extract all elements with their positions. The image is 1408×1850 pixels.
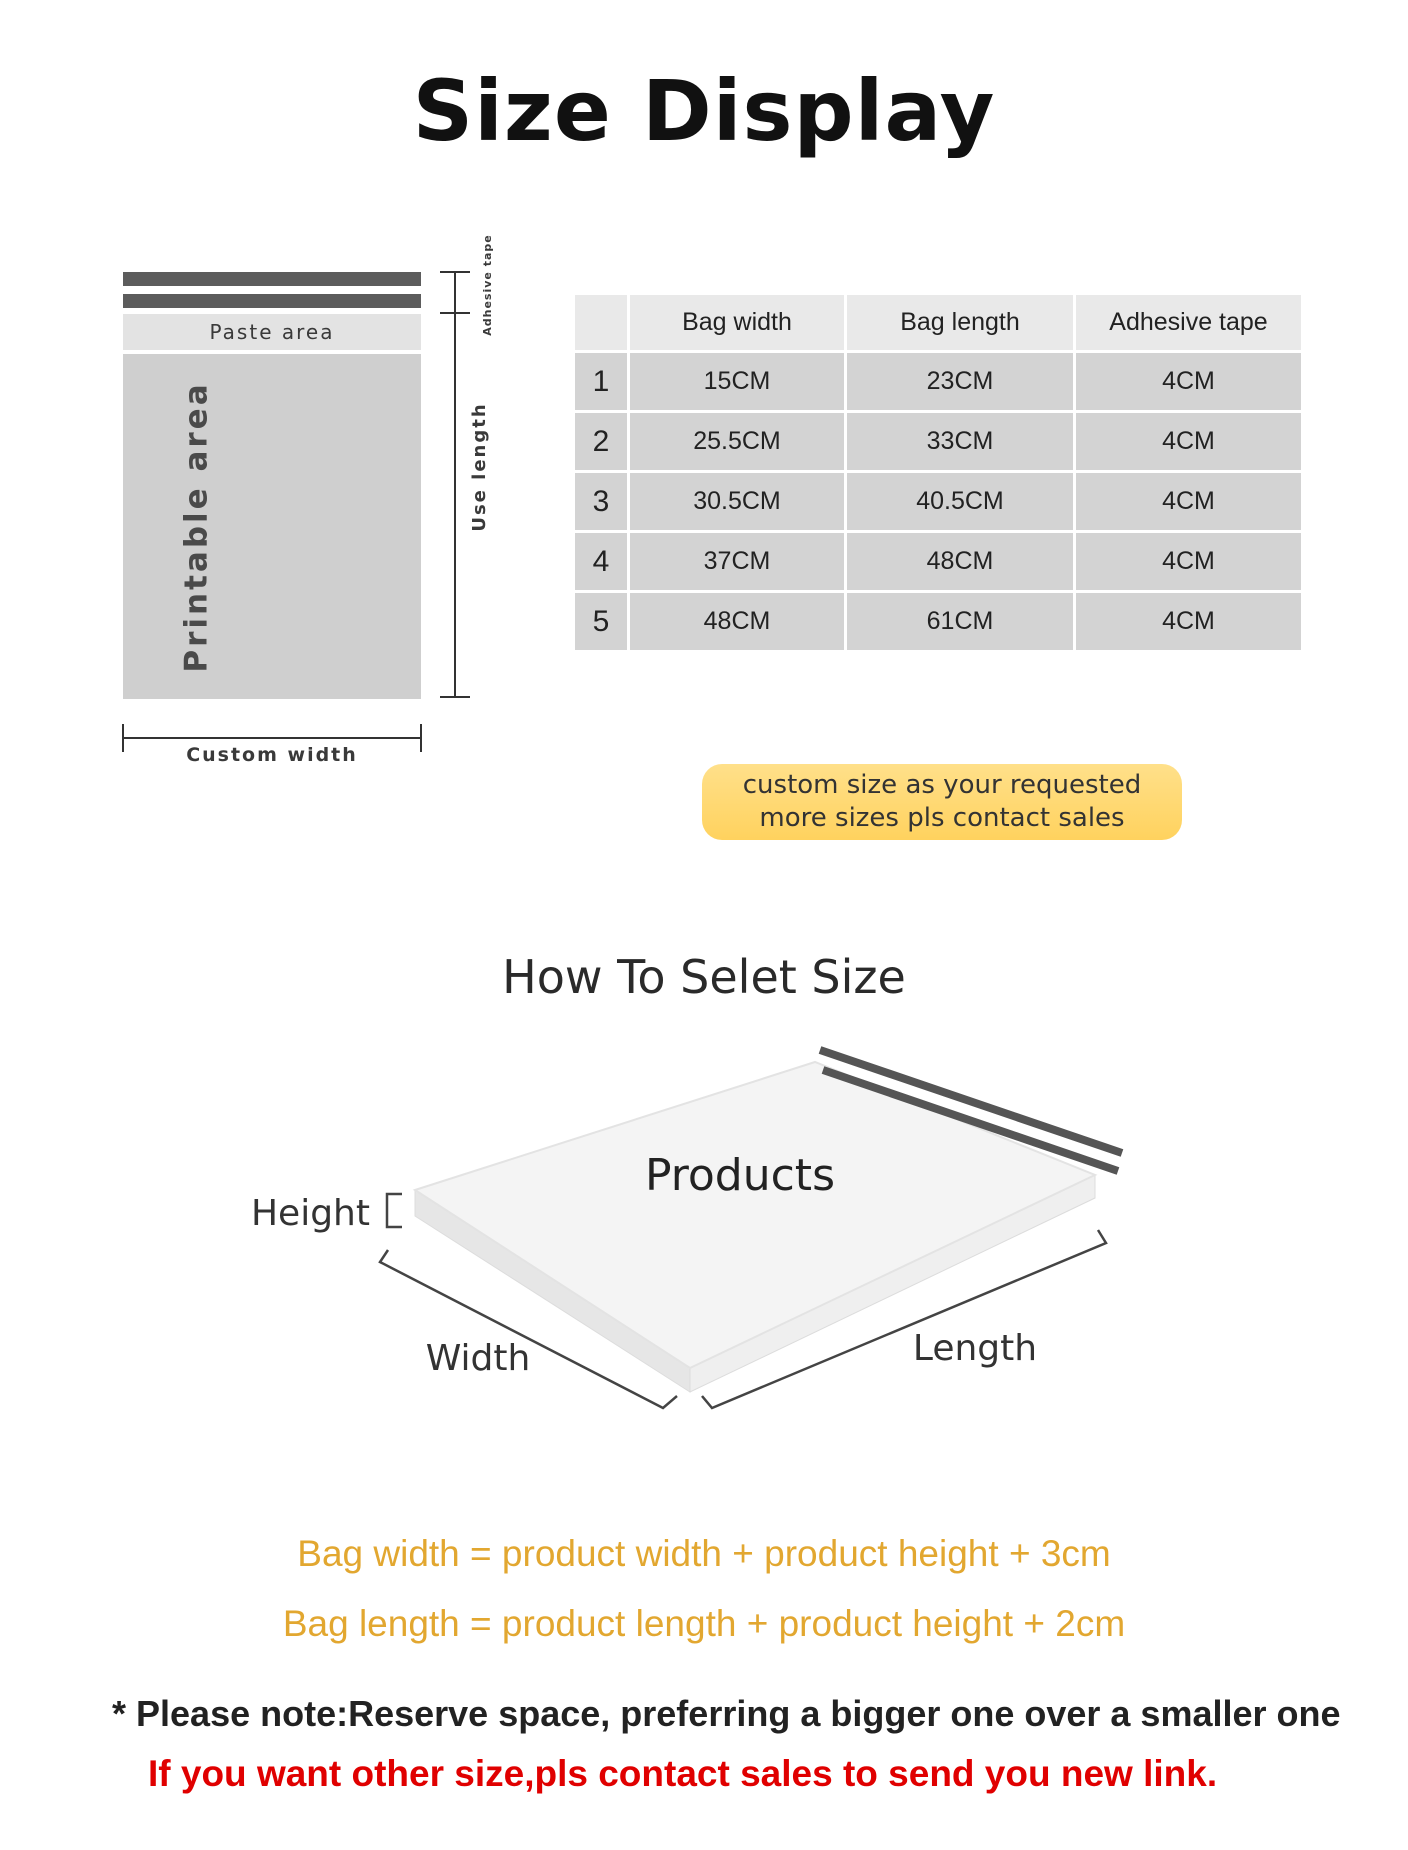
printable-area-label: Printable area bbox=[178, 380, 215, 673]
page-title: Size Display bbox=[412, 62, 996, 160]
table-cell: 48CM bbox=[847, 533, 1073, 590]
table-cell: 25.5CM bbox=[630, 413, 844, 470]
table-row bbox=[575, 353, 1301, 410]
bag-length-formula: Bag length = product length + product height + 2cm bbox=[282, 1603, 1126, 1644]
table-cell: 1 bbox=[575, 353, 627, 410]
width-label: Width bbox=[425, 1338, 531, 1379]
products-label: Products bbox=[645, 1150, 835, 1201]
table-cell: 37CM bbox=[630, 533, 844, 590]
dimension-lines bbox=[0, 0, 600, 780]
table-cell: 40.5CM bbox=[847, 473, 1073, 530]
table-cell: 4CM bbox=[1076, 533, 1301, 590]
table-row bbox=[575, 593, 1301, 650]
table-row bbox=[575, 473, 1301, 530]
product-dimension-diagram bbox=[220, 1030, 1160, 1430]
reserve-space-note: * Please note:Reserve space, preferring a bigger one over a smaller one bbox=[112, 1693, 1341, 1734]
table-row bbox=[575, 533, 1301, 590]
table-header-row bbox=[575, 295, 1301, 350]
table-header-cell bbox=[575, 295, 627, 350]
table-row bbox=[575, 413, 1301, 470]
table-header-cell: Bag length bbox=[847, 295, 1073, 350]
table-header-cell: Bag width bbox=[630, 295, 844, 350]
table-cell: 4CM bbox=[1076, 413, 1301, 470]
table-cell: 4 bbox=[575, 533, 627, 590]
table-cell: 30.5CM bbox=[630, 473, 844, 530]
contact-sales-line: more sizes pls contact sales bbox=[759, 803, 1125, 833]
use-length-label: Use length bbox=[469, 402, 490, 532]
bag-width-formula: Bag width = product width + product height + 3cm bbox=[297, 1533, 1111, 1574]
table-cell: 4CM bbox=[1076, 473, 1301, 530]
table-cell: 33CM bbox=[847, 413, 1073, 470]
table-cell: 5 bbox=[575, 593, 627, 650]
table-header-cell: Adhesive tape bbox=[1076, 295, 1301, 350]
how-to-title: How To Selet Size bbox=[502, 950, 906, 1004]
table-cell: 3 bbox=[575, 473, 627, 530]
custom-size-note bbox=[702, 764, 1182, 840]
table-cell: 23CM bbox=[847, 353, 1073, 410]
other-size-note: If you want other size,pls contact sales to send you new link. bbox=[148, 1753, 1218, 1794]
custom-width-label: Custom width bbox=[186, 744, 358, 766]
table-cell: 2 bbox=[575, 413, 627, 470]
length-label: Length bbox=[912, 1328, 1038, 1369]
custom-size-line: custom size as your requested bbox=[742, 770, 1142, 800]
table-cell: 4CM bbox=[1076, 593, 1301, 650]
adhesive-tape-label: Adhesive tape bbox=[481, 234, 494, 336]
table-cell: 61CM bbox=[847, 593, 1073, 650]
table-cell: 15CM bbox=[630, 353, 844, 410]
size-table bbox=[572, 292, 1304, 653]
paste-area: Paste area bbox=[123, 314, 421, 350]
height-label: Height bbox=[250, 1193, 370, 1234]
table-cell: 4CM bbox=[1076, 353, 1301, 410]
table-cell: 48CM bbox=[630, 593, 844, 650]
